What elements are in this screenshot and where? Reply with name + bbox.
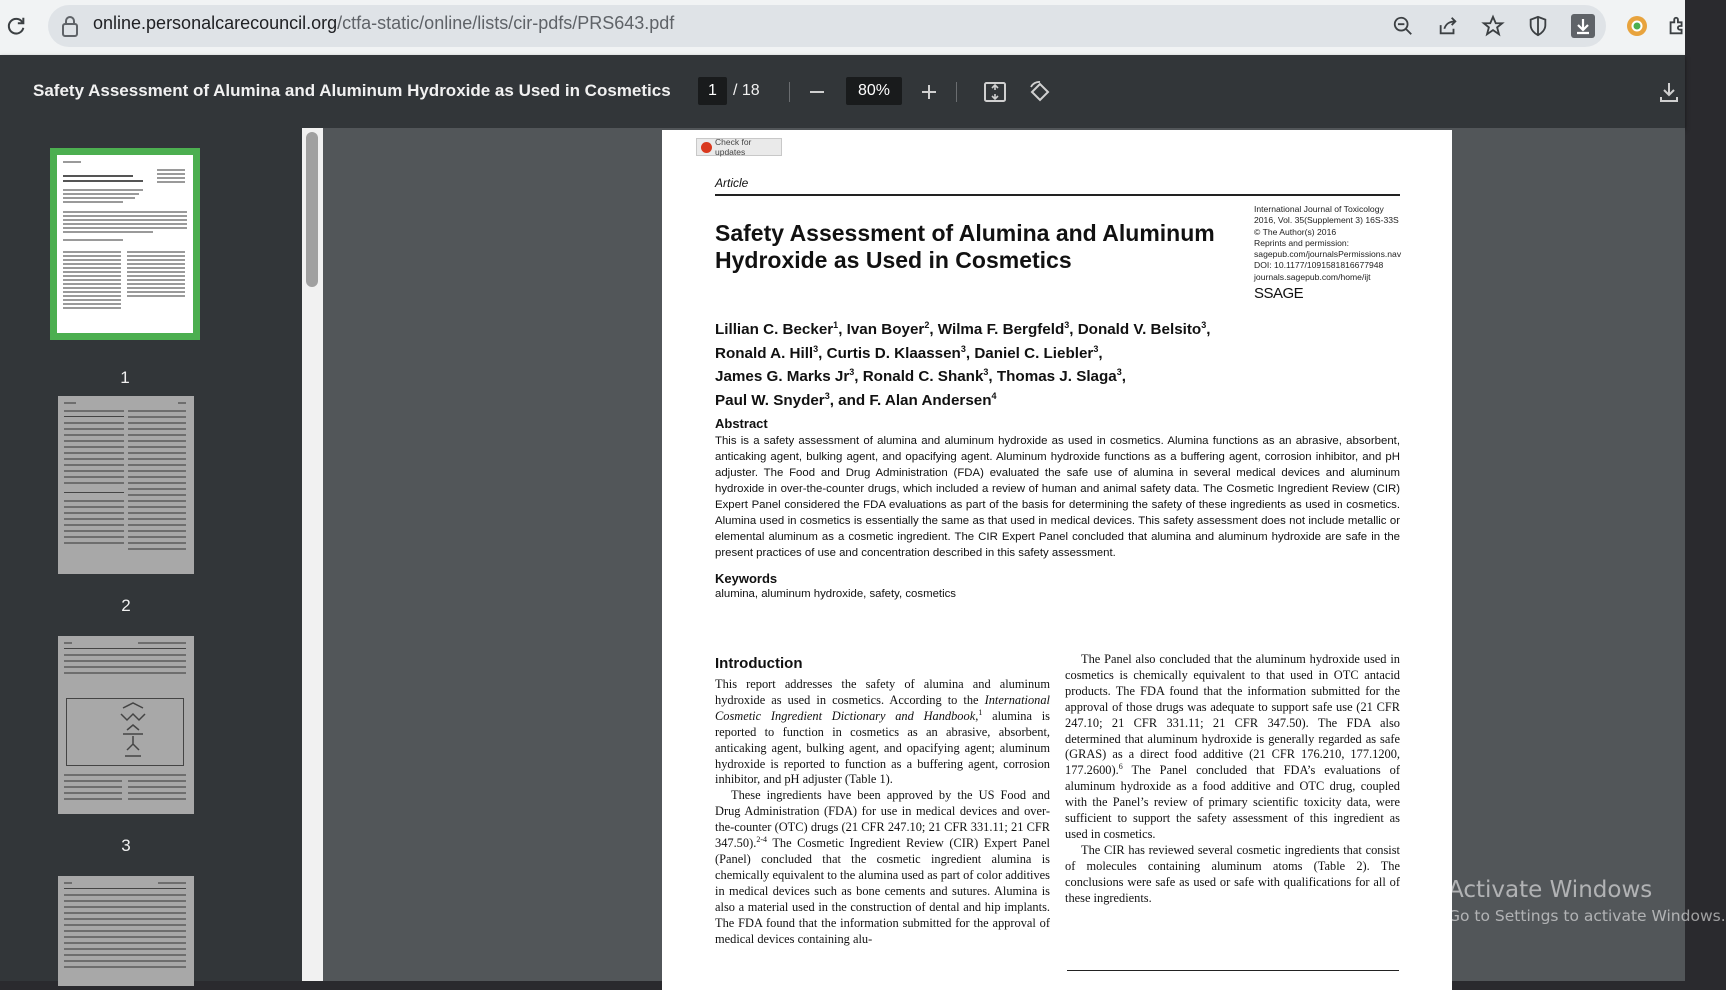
lock-icon[interactable] <box>60 14 80 38</box>
shield-icon[interactable] <box>1523 11 1553 41</box>
author-affiliation: 3 <box>849 367 855 378</box>
journal-info-line: International Journal of Toxicology <box>1254 204 1384 214</box>
share-icon[interactable] <box>1433 11 1463 41</box>
abstract-heading: Abstract <box>715 416 768 431</box>
author-affiliation: 3 <box>960 343 966 354</box>
intro-text: The Cosmetic Ingredient Review (CIR) Expert Panel (Panel) concluded that the cosmetic ingredient alumina is chemically equivalent to the alumina used as part of color additives in medical devices such as bone cements and sutures. Alumina is also a material used in the construction of dental and hip implants. The FDA found that the information submitted for the approval of medical devices containing alu- <box>715 836 1050 946</box>
intro-italic-text: International Cosmetic Ingredient Dictionary and Handbook <box>715 692 1050 723</box>
author-affiliation: 2 <box>924 320 930 330</box>
author-affiliation: 3 <box>813 343 819 354</box>
footnote-rule <box>1067 970 1399 971</box>
header-rule <box>715 194 1400 196</box>
author-affiliation: 3 <box>824 390 830 401</box>
introduction-heading: Introduction <box>715 655 803 672</box>
author: Wilma F. Bergfeld <box>937 321 1065 339</box>
author-affiliation: 4 <box>991 390 997 401</box>
author-affiliation: 3 <box>1064 320 1070 330</box>
toolbar-divider <box>956 82 957 102</box>
url-path: /ctfa-static/online/lists/cir-pdfs/PRS643.pdf <box>337 13 675 33</box>
page-total: / 18 <box>733 82 760 99</box>
author: Ronald A. Hill <box>715 344 814 362</box>
pdf-page <box>662 130 1452 990</box>
sage-logo: SSAGE <box>1254 285 1304 302</box>
author-affiliation: 1 <box>833 320 839 330</box>
watermark-title: Activate Windows <box>1448 877 1653 903</box>
author-affiliation: 3 <box>1093 343 1099 354</box>
thumbnail-number: 2 <box>121 596 131 615</box>
citation: 6 <box>1118 762 1123 772</box>
download-icon[interactable] <box>1568 11 1598 41</box>
author: Lillian C. Becker <box>715 321 834 339</box>
author-affiliation: 3 <box>1201 320 1207 330</box>
citation: 1 <box>978 707 983 717</box>
journal-info-line: © The Author(s) 2016 <box>1254 226 1337 237</box>
sidebar-scrollbar-thumb[interactable] <box>306 132 318 287</box>
intro-text: These ingredients have been approved by the US Food and Drug Administration (FDA) for use in medical devices and over-the-counter (OTC) drugs (21 CFR 247.10; 21 CFR 331.11; 21 CFR 347.50). <box>715 788 1050 851</box>
activation-watermark <box>1448 877 1726 925</box>
thumbnail-number: 3 <box>121 836 131 855</box>
abstract-text: This is a safety assessment of alumina and aluminum hydroxide as used in cosmetics. Alumina functions as an abrasive, absorbent, anticaking agent, bulking agent, and opacifying agent. Aluminum hydroxide functions as a buffering agent, corrosion inhibitor, and pH adjuster. The Food and Drug Administration (FDA) evaluated the safe use of alumina in several medical devices and aluminum hydroxide in over-the-counter drugs, which included a review of human and animal safety data. The Cosmetic Ingredient Review (CIR) Expert Panel considered the FDA evaluations as part of the basis for determining the safety of these ingredients as used in cosmetics. Alumina used in cosmetics is essentially the same as that used in medical devices. This safety assessment does not include metallic or elemental aluminum as a cosmetic ingredient. The CIR Expert Panel concluded that alumina and aluminum hydroxide are safe in the present practices of use and concentration described in this safety assessment. <box>715 435 1400 559</box>
author: Ivan Boyer <box>846 321 925 339</box>
article-label: Article <box>715 176 749 190</box>
zoom-in-button[interactable] <box>915 78 943 106</box>
keywords-text: alumina, aluminum hydroxide, safety, cosmetics <box>715 588 956 600</box>
toolbar-divider <box>789 82 790 102</box>
page-number-input[interactable] <box>698 77 727 105</box>
journal-info-line: 2016, Vol. 35(Supplement 3) 16S-33S <box>1254 215 1399 226</box>
paper-title: Safety Assessment of Alumina and Aluminum Hydroxide as Used in Cosmetics <box>715 220 1215 273</box>
intro-text: The Panel concluded that FDA’s evaluations of aluminum hydroxide as a food additive and OTC drug, coupled with the Panel’s review of primary scientific toxicity data, were sufficient to support the safety assessment of this ingredient as used in cosmetics. <box>1065 763 1400 841</box>
url-host: online.personalcarecouncil.org <box>93 13 338 33</box>
author: Curtis D. Klaassen <box>826 344 961 362</box>
thumbnail-image <box>58 636 194 814</box>
author: Paul W. Snyder <box>715 391 825 409</box>
crossmark-icon <box>701 142 712 153</box>
journal-info-line: Reprints and permission: <box>1254 237 1350 248</box>
keywords-heading: Keywords <box>715 571 778 586</box>
journal-info-line: journals.sagepub.com/home/ijt <box>1254 271 1371 282</box>
author: Thomas J. Slaga <box>996 368 1117 386</box>
author: Daniel C. Liebler <box>974 344 1094 362</box>
left-column: This report addresses the safety of alumina and aluminum hydroxide as used in cosmetics. According to the International Cosmetic Ingredient Dictionary and Handbook,$^1$ alumina is reported to function in cosmetics as an abrasive, absorbent, anticaking agent, bulking agent, and opacifying agent; aluminum hydroxide is reported to function as a buffering agent, corrosion inhibitor, and pH adjuster (Table 1). These ingredients have been approved by the US Food and Drug Administration (FDA) for use in medical devices and over-the-counter (OTC) drugs (21 CFR 247.10; 21 CFR 331.11; 21 CFR 347.50).$^{2-4}$ The Cosmetic Ingredient Review (CIR) Expert Panel (Panel) concluded that the cosmetic ingredient alumina is chemically equivalent to the alumina used as part of color additives in medical devices such as bone cements and sutures. Alumina is also a material used in the construction of dental and hip implants. The FDA found that the information submitted for the approval of medical devices containing alu- <box>715 677 1051 946</box>
author: Ronald C. Shank <box>862 368 984 386</box>
pdf-viewer[interactable] <box>323 128 1685 981</box>
journal-info <box>1254 204 1404 283</box>
thumbnail-image <box>58 396 194 574</box>
reload-icon[interactable] <box>2 12 30 40</box>
intro-text: This report addresses the safety of alumina and aluminum hydroxide as used in cosmetics. According to the <box>715 677 1050 707</box>
thumbnail-number: 1 <box>120 368 130 387</box>
browser-bar <box>0 0 1685 55</box>
check-for-updates-button[interactable] <box>696 138 782 156</box>
check-for-updates-label: Check for updates <box>715 137 752 157</box>
journal-info-line: DOI: 10.1177/1091581816677948 <box>1254 260 1384 271</box>
url-text[interactable] <box>93 13 674 34</box>
right-column <box>1065 652 1400 907</box>
zoom-level[interactable]: 80% <box>846 77 902 105</box>
intro-text: The Panel also concluded that the aluminum hydroxide used in cosmetics is chemically equivalent to that used in OTC antacid products. The FDA found that the information submitted for the approval of those drugs was adequate to support safe use (21 CFR 247.10; 21 CFR 331.11; 21 CFR 347.50). The FDA also determined that aluminum hydroxide is generally regarded as safe (GRAS) as a direct food additive (21 CFR 176.210, 177.1200, 177.2600). <box>1065 652 1400 778</box>
intro-text: alumina is reported to function in cosmetics as an abrasive, absorbent, anticaking agent, bulking agent, and opacifying agent; aluminum hydroxide is reported to function as a buffering agent, corrosion inhibitor, and pH adjuster (Table 1). <box>715 708 1051 787</box>
download-pdf-icon[interactable] <box>1655 78 1683 106</box>
rotate-icon[interactable] <box>1026 78 1054 106</box>
intro-text: The CIR has reviewed several cosmetic ingredients that consist of molecules containing aluminum atoms (Table 2). The conclusions were safe as used or safe with qualifications for all of these ingredients. <box>1065 842 1400 905</box>
thumbnail-image <box>50 148 200 340</box>
zoom-out-icon[interactable] <box>1388 11 1418 41</box>
bookmark-star-icon[interactable] <box>1478 11 1508 41</box>
pdf-toolbar <box>0 55 1685 128</box>
extension-icon[interactable] <box>1622 11 1652 41</box>
zoom-out-button[interactable] <box>803 78 831 106</box>
author-affiliation: 3 <box>1116 367 1122 378</box>
fit-page-icon[interactable] <box>981 78 1009 106</box>
document-title: Safety Assessment of Alumina and Aluminum Hydroxide as Used in Cosmetics <box>33 81 671 100</box>
watermark-subtitle: Go to Settings to activate Windows. <box>1448 907 1726 925</box>
puzzle-extensions-icon[interactable] <box>1662 11 1692 41</box>
journal-info-line: sagepub.com/journalsPermissions.nav <box>1254 249 1402 260</box>
thumbnail-image <box>58 876 194 986</box>
author: Donald V. Belsito <box>1077 321 1202 339</box>
thumbnail-sidebar <box>0 128 323 981</box>
citation: 2-4 <box>756 834 767 844</box>
author: F. Alan Andersen <box>869 391 992 409</box>
author: James G. Marks Jr <box>715 368 850 386</box>
author-list: Lillian C. Becker$^1$, Ivan Boyer$^2$, Wilma F. Bergfeld$^3$, Donald V. Belsito$^3$, Ronald A. Hill$^3$, Curtis D. Klaassen$^3$, Daniel C. Liebler$^3$, James G. Marks Jr$^3$, Ronald C. Shank$^3$, Thomas J. Slaga$^3$, Paul W. Snyder$^3$, and F. Alan Andersen$^4$ <box>715 320 1211 409</box>
author-affiliation: 3 <box>983 367 989 378</box>
